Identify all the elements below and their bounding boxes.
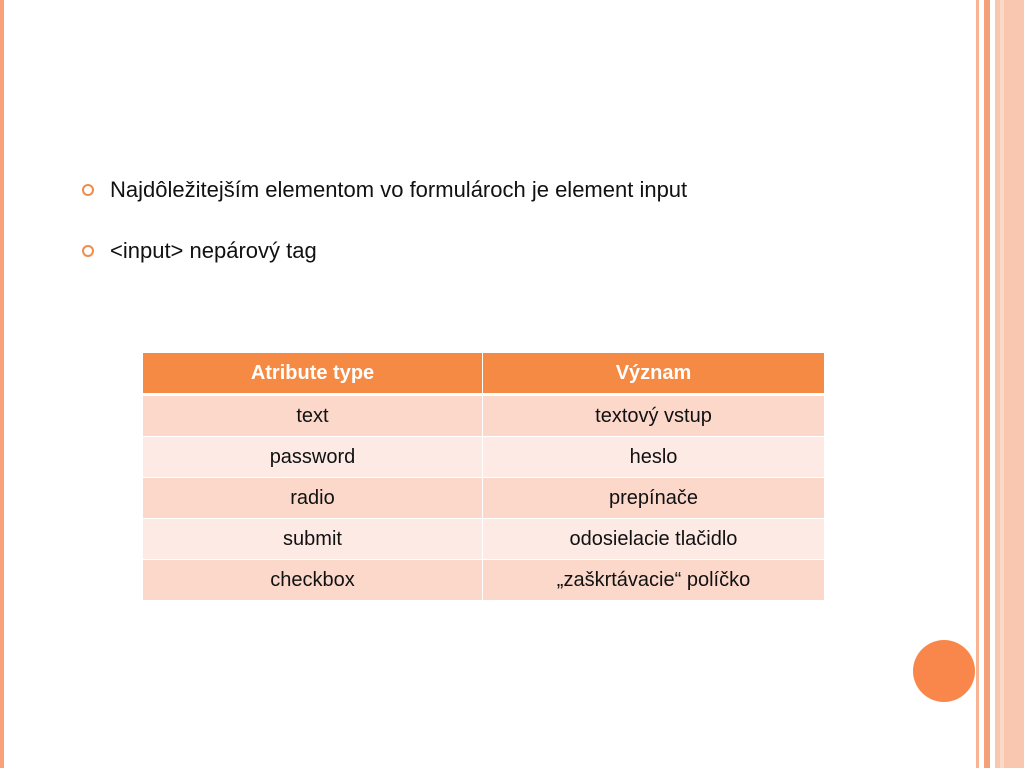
table-cell: password bbox=[143, 437, 483, 478]
circle-bullet-icon bbox=[82, 184, 94, 196]
orange-circle-decoration bbox=[913, 640, 975, 702]
table-row bbox=[143, 519, 825, 560]
attribute-table bbox=[142, 352, 825, 601]
table-cell: text bbox=[143, 395, 483, 437]
header-meaning: Význam bbox=[483, 353, 825, 395]
bullet-list bbox=[82, 172, 942, 294]
stripe bbox=[1000, 0, 1004, 768]
table-row bbox=[143, 395, 825, 437]
table-row bbox=[143, 478, 825, 519]
table-row bbox=[143, 560, 825, 601]
table-cell: heslo bbox=[483, 437, 825, 478]
table-cell: odosielacie tlačidlo bbox=[483, 519, 825, 560]
table-cell: textový vstup bbox=[483, 395, 825, 437]
right-stripes-decoration bbox=[976, 0, 1024, 768]
table-cell: radio bbox=[143, 478, 483, 519]
table-cell: checkbox bbox=[143, 560, 483, 601]
bullet-text: Najdôležitejším elementom vo formulároch je element input bbox=[110, 177, 688, 202]
header-attribute-type: Atribute type bbox=[143, 353, 483, 395]
bullet-item bbox=[82, 233, 942, 269]
bullet-text: <input> nepárový tag bbox=[110, 238, 317, 263]
table-cell: „zaškrtávacie“ políčko bbox=[483, 560, 825, 601]
table-row bbox=[143, 437, 825, 478]
table-header-row bbox=[143, 353, 825, 395]
circle-bullet-icon bbox=[82, 245, 94, 257]
bullet-item bbox=[82, 172, 942, 208]
left-border-decoration bbox=[0, 0, 4, 768]
table-cell: submit bbox=[143, 519, 483, 560]
table-cell: prepínače bbox=[483, 478, 825, 519]
